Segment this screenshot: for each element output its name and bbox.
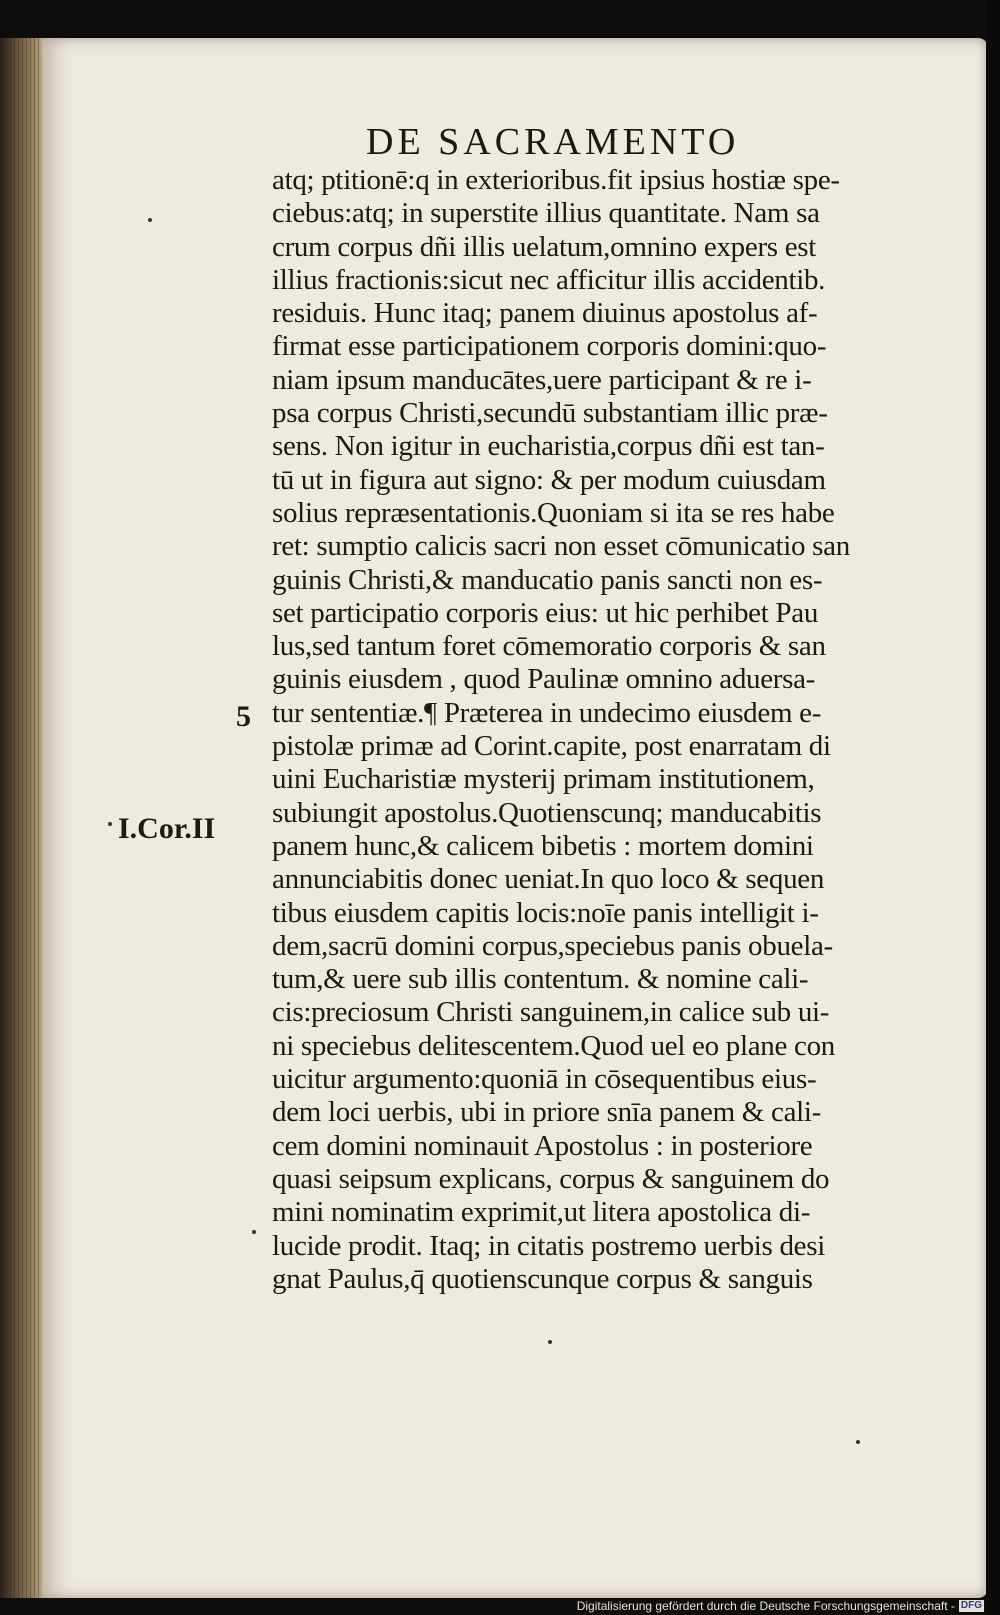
text-line: annunciabitis donec ueniat.In quo loco & sequen	[272, 863, 825, 896]
text-line: dem,sacrū domini corpus,speciebus panis obuela-	[272, 929, 833, 962]
running-head: DE SACRAMENTO	[366, 121, 740, 163]
text-line: tur sententiæ.¶ Præterea in undecimo eiusdem e-	[272, 696, 822, 729]
text-line: uicitur argumento:quoniā in cōsequentibus eius-	[272, 1063, 817, 1096]
text-line: panem hunc,& calicem bibetis : mortem domini	[272, 829, 814, 862]
text-line: psa corpus Christi,secundū substantiam illic præ-	[272, 397, 828, 430]
ink-speck	[148, 218, 152, 222]
footer-credit: Digitalisierung gefördert durch die Deutsche Forschungsgemeinschaft -	[576, 1599, 955, 1613]
ink-speck	[108, 822, 112, 826]
text-line: sens. Non igitur in eucharistia,corpus dñi est tan-	[272, 430, 825, 463]
text-line: cis:preciosum Christi sanguinem,in calice sub ui-	[272, 996, 830, 1029]
text-line: ciebus:atq; in superstite illius quantitate. Nam sa	[272, 197, 820, 230]
text-line: lucide prodit. Itaq; in citatis postremo uerbis desi	[272, 1229, 826, 1262]
text-line: residuis. Hunc itaq; panem diuinus apostolus af-	[272, 297, 818, 330]
margin-note: I.Cor.II	[118, 812, 216, 845]
text-line: gnat Paulus,q̄ quotienscunque corpus & sanguis	[272, 1262, 813, 1295]
right-border	[986, 0, 1000, 1615]
body-text	[272, 164, 948, 1296]
text-line: firmat esse participationem corporis domini:quo-	[272, 330, 827, 363]
text-line: tū ut in figura aut signo: & per modum cuiusdam	[272, 463, 826, 496]
ink-speck	[856, 1440, 860, 1444]
text-line: ni speciebus delitescentem.Quod uel eo plane con	[272, 1029, 835, 1062]
text-line: niam ipsum manducātes,uere participant & re i-	[272, 363, 812, 396]
ink-speck	[252, 1230, 256, 1234]
text-line: atq; ptitionē:q in exterioribus.fit ipsius hostiæ spe-	[272, 164, 840, 196]
text-line: illius fractionis:sicut nec afficitur illis accidentib.	[272, 263, 826, 296]
text-line: ret: sumptio calicis sacri non esset cōmunicatio san	[272, 530, 850, 563]
text-line: cem domini nominauit Apostolus : in posteriore	[272, 1129, 813, 1162]
text-line: solius repræsentationis.Quoniam si ita se res habe	[272, 496, 835, 529]
text-line: set participatio corporis eius: ut hic perhibet Pau	[272, 596, 819, 629]
text-line: uini Eucharistiæ mysterij primam institutionem,	[272, 763, 815, 796]
text-line: mini nominatim exprimit,ut litera apostolica di-	[272, 1196, 811, 1229]
dfg-logo: DFG	[960, 1600, 982, 1611]
text-line: crum corpus dñi illis uelatum,omnino expers est	[272, 230, 817, 263]
text-line: lus,sed tantum foret cōmemoratio corporis & san	[272, 630, 826, 663]
text-line: subiungit apostolus.Quotienscunq; manducabitis	[272, 796, 822, 829]
text-line: quasi seipsum explicans, corpus & sanguinem do	[272, 1162, 830, 1195]
text-line: guinis Christi,& manducatio panis sancti non es-	[272, 563, 823, 596]
text-line: dem loci uerbis, ubi in priore snīa panem & cali-	[272, 1096, 822, 1129]
text-line: tum,& uere sub illis contentum. & nomine cali-	[272, 963, 809, 996]
page-edge-lines	[6, 38, 42, 1598]
margin-mark: 5	[236, 700, 251, 733]
footer	[577, 1599, 984, 1613]
ink-speck	[548, 1340, 552, 1344]
text-line: tibus eiusdem capitis locis:noīe panis intelligit i-	[272, 896, 819, 929]
text-line: pistolæ primæ ad Corint.capite, post enarratam di	[272, 730, 831, 763]
text-line: guinis eiusdem , quod Paulinæ omnino aduersa-	[272, 663, 816, 696]
